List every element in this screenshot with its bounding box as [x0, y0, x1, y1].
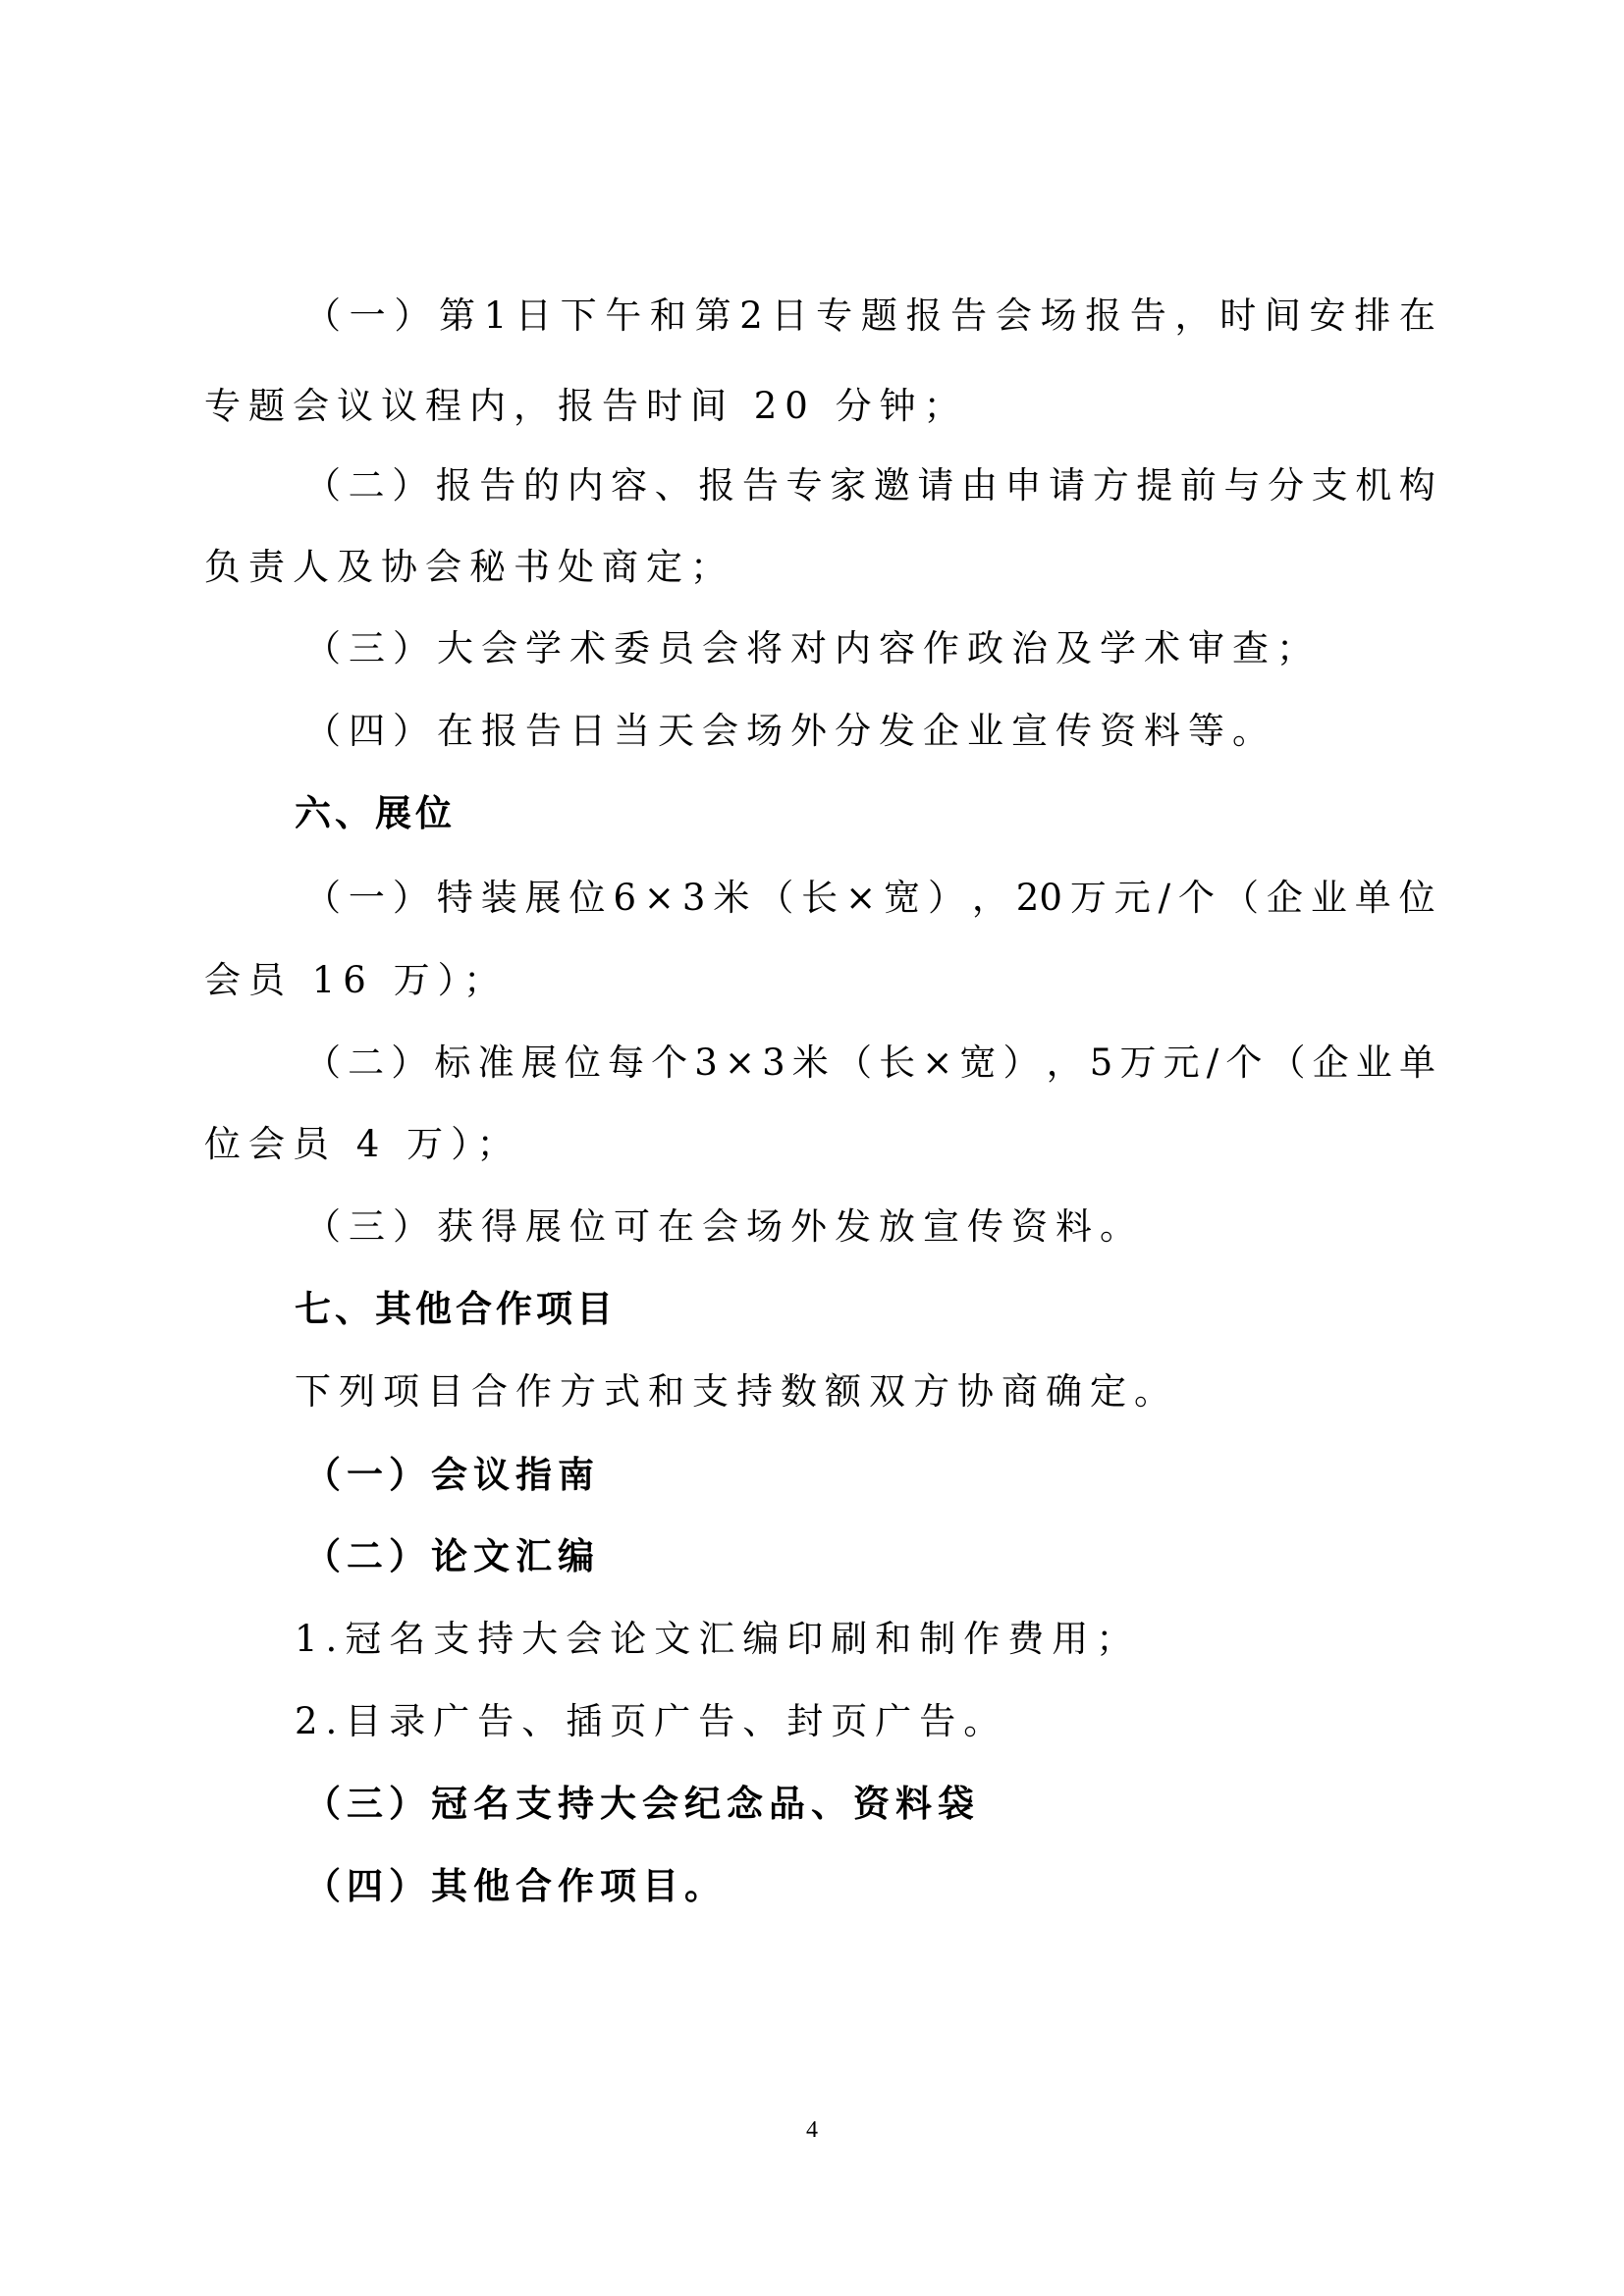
text-glyph: ） — [392, 877, 429, 919]
text-glyph: 场 — [1040, 294, 1077, 337]
text-glyph: 单 — [1354, 877, 1391, 919]
paragraph-line: 负责人及协会秘书处商定； — [204, 546, 734, 588]
text-glyph: 和 — [649, 294, 686, 337]
text-glyph: 由 — [960, 464, 998, 507]
text-glyph: （ — [835, 1041, 872, 1084]
text-glyph: 装 — [480, 877, 517, 919]
text-glyph: 20 — [1015, 877, 1062, 919]
text-glyph: （ — [757, 877, 794, 919]
text-glyph: 一 — [349, 294, 386, 337]
text-glyph: 告 — [1129, 294, 1166, 337]
paragraph-line: 会员 16 万）； — [204, 959, 509, 1001]
text-glyph: 提 — [1136, 464, 1173, 507]
text-glyph: 5 — [1089, 1041, 1113, 1084]
text-glyph: 邀 — [873, 464, 910, 507]
text-glyph: ） — [927, 877, 964, 919]
text-glyph: ） — [1002, 1041, 1040, 1084]
paragraph-line — [304, 461, 1435, 510]
text-glyph: 内 — [567, 464, 604, 507]
text-glyph: ， — [1174, 294, 1212, 337]
paragraph-line — [304, 1039, 1435, 1088]
text-glyph: 申 — [1004, 464, 1042, 507]
text-glyph: 排 — [1354, 294, 1391, 337]
text-glyph: 会 — [995, 294, 1032, 337]
paragraph-line: （四）在报告日当天会场外分发企业宣传资料等。 — [304, 710, 1276, 752]
text-glyph: （ — [304, 294, 341, 337]
text-glyph: 构 — [1398, 464, 1435, 507]
text-glyph: × — [724, 1041, 755, 1084]
text-glyph: 日 — [771, 294, 808, 337]
paragraph-line: 下列项目合作方式和支持数额双方协商确定。 — [295, 1370, 1178, 1413]
text-glyph: ， — [1046, 1041, 1083, 1084]
text-glyph: 报 — [905, 294, 943, 337]
text-glyph: （ — [304, 877, 341, 919]
text-glyph: 1 — [483, 294, 508, 337]
text-glyph: / — [1206, 1041, 1219, 1084]
paragraph-line — [304, 874, 1435, 923]
text-glyph: 题 — [860, 294, 897, 337]
text-glyph: 前 — [1179, 464, 1217, 507]
text-glyph: 元 — [1163, 1041, 1200, 1084]
text-glyph: 展 — [520, 1041, 558, 1084]
paragraph-line: 专题会议议程内，报告时间 20 分钟； — [204, 385, 968, 427]
text-glyph: 位 — [1398, 877, 1435, 919]
text-glyph: 支 — [1311, 464, 1348, 507]
text-glyph: 3 — [681, 877, 706, 919]
text-glyph: 分 — [1268, 464, 1305, 507]
text-glyph: 午 — [605, 294, 642, 337]
text-glyph: 专 — [816, 294, 853, 337]
text-glyph: 宽 — [884, 877, 921, 919]
page-number: 4 — [806, 2117, 818, 2143]
text-glyph: （ — [304, 1041, 341, 1084]
text-glyph: 位 — [564, 1041, 601, 1084]
text-glyph: 第 — [694, 294, 731, 337]
list-item: 1.冠名支持大会论文汇编印刷和制作费用； — [295, 1618, 1141, 1660]
text-glyph: 家 — [830, 464, 867, 507]
text-glyph: 时 — [1219, 294, 1257, 337]
text-glyph: 请 — [1049, 464, 1086, 507]
text-glyph: × — [922, 1041, 953, 1084]
section-heading: 六、展位 — [295, 792, 456, 834]
text-glyph: 在 — [1398, 294, 1435, 337]
text-glyph: 展 — [524, 877, 562, 919]
text-glyph: 6 — [613, 877, 636, 919]
text-glyph: 每 — [607, 1041, 644, 1084]
text-glyph: 报 — [698, 464, 735, 507]
text-glyph: 、 — [654, 464, 691, 507]
paragraph-line: （三）大会学术委员会将对内容作政治及学术审查； — [304, 627, 1321, 669]
text-glyph: 3 — [694, 1041, 718, 1084]
text-glyph: 容 — [611, 464, 648, 507]
text-glyph: 个 — [651, 1041, 688, 1084]
text-glyph: 特 — [436, 877, 473, 919]
text-glyph: 元 — [1113, 877, 1151, 919]
text-glyph: 2 — [739, 294, 763, 337]
text-glyph: 的 — [522, 464, 560, 507]
subsection-heading: （四）其他合作项目。 — [304, 1865, 727, 1907]
text-glyph: × — [643, 877, 675, 919]
text-glyph: 标 — [434, 1041, 471, 1084]
text-glyph: 告 — [950, 294, 988, 337]
text-glyph: 长 — [879, 1041, 916, 1084]
text-glyph: 机 — [1355, 464, 1392, 507]
list-item: 2.目录广告、插页广告、封页广告。 — [295, 1700, 1008, 1742]
text-glyph: 报 — [435, 464, 472, 507]
text-glyph: 企 — [1266, 877, 1303, 919]
text-glyph: （ — [1221, 877, 1259, 919]
text-glyph: 报 — [1085, 294, 1122, 337]
text-glyph: 位 — [568, 877, 606, 919]
text-glyph: 业 — [1355, 1041, 1392, 1084]
paragraph-line: （三）获得展位可在会场外发放宣传资料。 — [304, 1205, 1144, 1248]
text-glyph: 间 — [1264, 294, 1301, 337]
text-glyph: 一 — [348, 877, 385, 919]
text-glyph: 企 — [1312, 1041, 1349, 1084]
text-glyph: 米 — [713, 877, 750, 919]
text-glyph: 方 — [1092, 464, 1129, 507]
text-glyph: 单 — [1398, 1041, 1435, 1084]
text-glyph: 告 — [479, 464, 516, 507]
text-glyph: 与 — [1223, 464, 1261, 507]
section-heading: 七、其他合作项目 — [295, 1288, 617, 1330]
text-glyph: 3 — [762, 1041, 785, 1084]
text-glyph: 长 — [801, 877, 839, 919]
subsection-heading: （二）论文汇编 — [304, 1535, 600, 1577]
subsection-heading: （一）会议指南 — [304, 1454, 600, 1496]
text-glyph: 告 — [741, 464, 779, 507]
subsection-heading: （三）冠名支持大会纪念品、资料袋 — [304, 1783, 980, 1825]
text-glyph: （ — [304, 464, 341, 507]
text-glyph: 个 — [1225, 1041, 1263, 1084]
text-glyph: ） — [394, 294, 431, 337]
text-glyph: 万 — [1119, 1041, 1157, 1084]
text-glyph: 日 — [514, 294, 552, 337]
text-glyph: 二 — [348, 1041, 385, 1084]
text-glyph: 准 — [477, 1041, 514, 1084]
text-glyph: （ — [1269, 1041, 1306, 1084]
text-glyph: 个 — [1178, 877, 1216, 919]
text-glyph: 专 — [785, 464, 823, 507]
text-glyph: 第 — [439, 294, 476, 337]
text-glyph: 二 — [348, 464, 385, 507]
text-glyph: ） — [391, 1041, 428, 1084]
text-glyph: ， — [971, 877, 1008, 919]
text-glyph: / — [1158, 877, 1171, 919]
text-glyph: 宽 — [959, 1041, 997, 1084]
text-glyph: × — [845, 877, 877, 919]
paragraph-line: 位会员 4 万）； — [204, 1123, 521, 1165]
text-glyph: 请 — [917, 464, 954, 507]
paragraph-line — [304, 292, 1435, 341]
text-glyph: 安 — [1309, 294, 1346, 337]
text-glyph: 业 — [1310, 877, 1347, 919]
text-glyph: 米 — [791, 1041, 829, 1084]
text-glyph: 下 — [560, 294, 597, 337]
text-glyph: 万 — [1069, 877, 1107, 919]
text-glyph: ） — [392, 464, 429, 507]
